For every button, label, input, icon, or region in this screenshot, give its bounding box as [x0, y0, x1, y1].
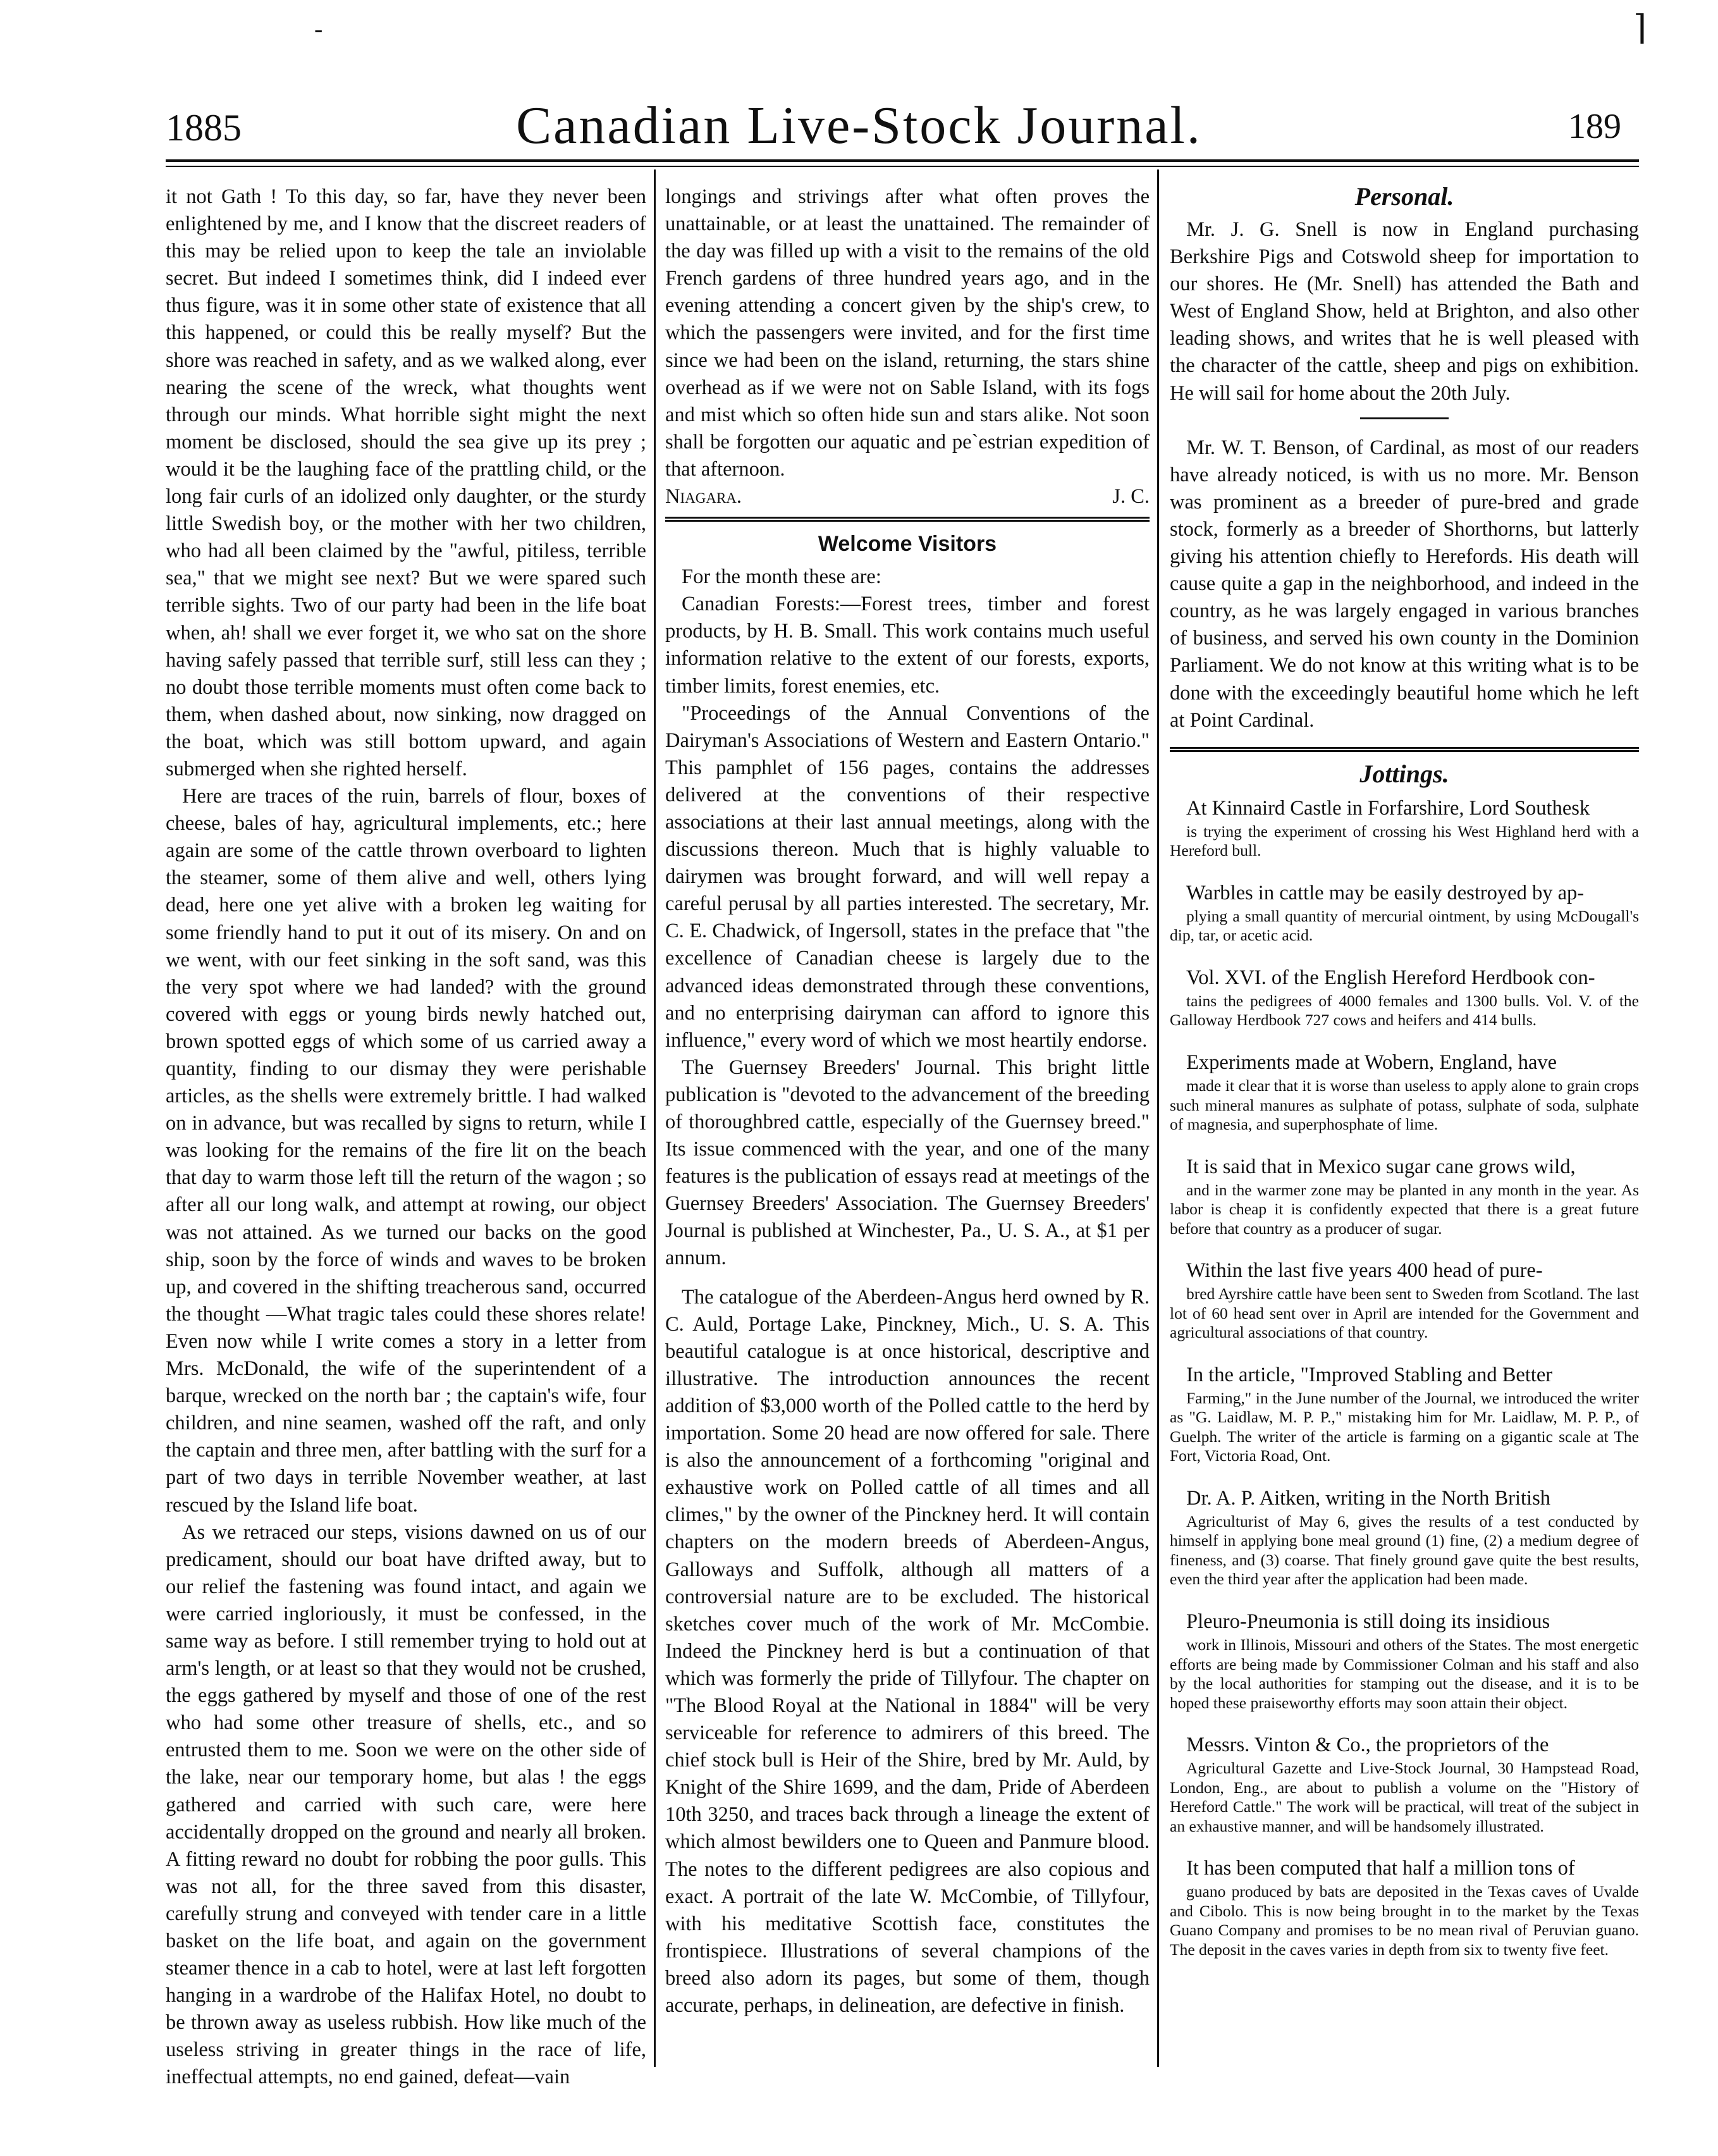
jotting-text: bred Ayrshire cattle have been sent to Sweden from Scotland. The last lot of 60 head sent over in April are intended for the Government and agricultural associations of that country.: [1170, 1284, 1639, 1342]
jotting-item: [1170, 964, 1639, 1030]
jotting-lead: In the article, "Improved Stabling and Better: [1186, 1363, 1553, 1386]
header-year: 1885: [166, 107, 242, 149]
jotting-item: [1170, 1154, 1639, 1239]
jotting-text: work in Illinois, Missouri and others of the States. The most energetic efforts are being made by Commissioner Colman and his staff and also by the local authorities for stamping out the disease, and it is to be hoped these praiseworthy efforts may soon attain their object.: [1170, 1635, 1639, 1712]
welcome-paragraph: Canadian Forests:—Forest trees, timber and forest products, by H. B. Small. This work contains much useful information relative to the extent of our forests, exports, timber limits, forest enemies, etc.: [665, 593, 1150, 698]
jotting-text: plying a small quantity of mercurial ointment, by using McDougall's dip, tar, or acetic acid.: [1170, 906, 1639, 945]
signature-initials: J. C.: [1112, 485, 1150, 508]
jotting-lead: At Kinnaird Castle in Forfarshire, Lord Southesk: [1186, 796, 1590, 820]
column-1: [166, 183, 646, 2091]
jotting-item: [1170, 795, 1639, 861]
header-rule-thin: [166, 166, 1639, 167]
welcome-visitors-heading: Welcome Visitors: [818, 532, 997, 557]
jotting-text: guano produced by bats are deposited in the Texas caves of Uvalde and Cibolo. This is now being brought in to the market by the Texas Guano Company and promises to be no mean rival of Peruvian guano. The deposit in the caves varies in depth from six to twenty five feet.: [1170, 1882, 1639, 1959]
column-divider: [654, 169, 656, 2067]
section-rule-thin: [665, 520, 1150, 522]
article-signature: [665, 483, 1150, 510]
signature-place: Niagara.: [665, 485, 742, 508]
jotting-text: and in the warmer zone may be planted in any month in the year. As labor is cheap it is confidently expected that there is a great future before that country as a producer of sugar.: [1170, 1180, 1639, 1238]
section-rule: [665, 517, 1150, 519]
welcome-paragraph: For the month these are:: [682, 565, 881, 589]
jotting-text: tains the pedigrees of 4000 females and 1300 bulls. Vol. V. of the Galloway Herdbook 727 cows and heifers and 414 bulls.: [1170, 991, 1639, 1030]
jottings-heading: Jottings.: [1359, 759, 1449, 788]
jotting-text: made it clear that it is worse than useless to apply alone to grain crops such mineral manures as sulphate of potass, sulphate of soda, sulphate of magnesia, and superphosphate of lime.: [1170, 1076, 1639, 1134]
page-number: 189: [1568, 107, 1621, 146]
article-paragraph: it not Gath ! To this day, so far, have they never been enlightened by me, and I know that the discreet readers of this may be relied upon to keep the tale an inviolable secret. But indeed I sometimes think, did I indeed ever thus figure, was it in some other state of existence that all this happened, or could this be really myself? But the shore was reached in safety, and as we walked along, ever nearing the scene of the wreck, what thoughts went through our minds. What horrible sight might the next moment be disclosed, should the sea give up its prey ; would it be the laughing face of the prattling child, or the long fair curls of an idolized only daughter, or the sturdy little Swedish boy, or the mother with her two children, who had all been claimed by the "awful, pitiless, terrible sea," that we might see next? But we were spared such terrible sights. Two of our party had been in the life boat when, ah! shall we ever forget it, we who sat on the shore having safely passed that terrible surf, still less can they ; no doubt those terrible moments must often come back to them, when dashed about, now sinking, now dragged on the boat, which was still bottom upward, and again submerged when she righted herself.: [166, 185, 646, 780]
jotting-item: [1170, 1855, 1639, 1959]
jotting-text: Agricultural Gazette and Live-Stock Journal, 30 Hampstead Road, London, Eng., are about to publish a volume on the "History of Hereford Cattle." The work will be practical, will treat of the subject in an exhaustive manner, and will be handsomely illustrated.: [1170, 1759, 1639, 1835]
personal-heading: Personal.: [1354, 182, 1454, 211]
jotting-item: [1170, 880, 1639, 946]
jotting-lead: Warbles in cattle may be easily destroyed by ap-: [1186, 881, 1585, 904]
jotting-lead: It has been computed that half a million tons of: [1186, 1857, 1575, 1880]
jotting-text: Agriculturist of May 6, gives the results of a test conducted by himself in applying bone meal ground (1) fine, (2) a medium degree of fineness, and (3) coarse. That finely ground gave quite the best results, even the third year after the application had been made.: [1170, 1512, 1639, 1589]
article-paragraph: Here are traces of the ruin, barrels of flour, boxes of cheese, bales of hay, agricultural implements, etc.; here again are some of the cattle thrown overboard to lighten the steamer, some of them alive and well, others lying dead, here one yet alive with a broken leg waiting for some friendly hand to put it out of its misery. On and on we went, with our feet sinking in the soft sand, was this the very spot where we had landed? with the ground covered with eggs or young birds newly hatched out, brown spotted eggs of which some of us carried away a quantity, finding to our dismay they were perishable articles, as the shells were extremely brittle. I had walked on in advance, but was recalled by signs to return, while I was looking for the remains of the fire lit on the beach that day to warm those left till the return of the wagon ; so after all our long walk, and attempt at rowing, our object was not attained. As we turned our backs on the good ship, soon by the force of winds and waves to be broken up, and covered in the shifting treacherous sand, occurred the thought —What tragic tales could these shores relate! Even now while I write comes a story in a letter from Mrs. McDonald, the wife of the superintendent of a barque, wrecked on the north bar ; the captain's wife, four children, and nine seamen, washed off the raft, and only the captain and three men, after battling with the surf for a part of two days in terrible November weather, at last rescued by the Island life boat.: [166, 785, 646, 1517]
jotting-lead: Experiments made at Wobern, England, have: [1186, 1050, 1557, 1074]
personal-paragraph: Mr. W. T. Benson, of Cardinal, as most of our readers have already noticed, is with us no more. Mr. Benson was prominent as a breeder of pure-bred and grade stock, formerly as a breeder of Shorthorns, but latterly giving his attention chiefly to Herefords. His death will cause quite a gap in the neighborhood, and indeed in the country, as he was largely engaged in various branches of business, and served his own county in the Dominion Parliament. We do not know at this writing what is to be done with the exceedingly beautiful home which he left at Point Cardinal.: [1170, 436, 1639, 732]
section-rule: [1170, 747, 1639, 749]
jotting-lead: It is said that in Mexico sugar cane grows wild,: [1186, 1155, 1576, 1178]
masthead-title: Canadian Live-Stock Journal.: [516, 96, 1202, 155]
top-mark: -: [314, 15, 323, 43]
jotting-item: [1170, 1257, 1639, 1343]
article-paragraph: longings and strivings after what often proves the unattainable, or at least the unattained. The remainder of the day was filled up with a visit to the remains of the old French gardens of three hundred years ago, and in the evening attending a concert given by the ship's crew, to which the passengers were invited, and for the first time since we had been on the island, returning, the stars shine overhead as if we were not on Sable Island, with its fogs and mist which so often hide sun and stars alike. Not soon shall be forgotten our aquatic and pe`estrian expedition of that afternoon.: [665, 185, 1150, 481]
header-rule: [166, 159, 1639, 162]
corner-mark: ⌉: [1633, 9, 1647, 47]
welcome-paragraph: "Proceedings of the Annual Conventions of the Dairyman's Associations of Western and Eastern Ontario." This pamphlet of 156 pages, contains the addresses delivered at the conventions of their respective associations at their last annual meetings, along with the discussions thereon. Much that is highly valuable to dairymen was brought forward, and will well repay a careful perusal by all parties interested. The secretary, Mr. C. E. Chadwick, of Ingersoll, states in the preface that "the excellence of Canadian cheese is largely due to the advanced ideas demonstrated through these conventions, and no enterprising dairyman can afford to ignore this influence," every word of which we most heartily endorse.: [665, 701, 1150, 1052]
jotting-item: [1170, 1485, 1639, 1589]
jotting-item: [1170, 1049, 1639, 1135]
jotting-lead: Within the last five years 400 head of pure-: [1186, 1259, 1543, 1283]
welcome-paragraph: The Guernsey Breeders' Journal. This bright little publication is "devoted to the advancement of the breeding of thoroughbred cattle, especially of the Guernsey breed." Its issue commenced with the year, and one of the many features is the publication of essays read at meetings of the Guernsey Breeders' Association. The Guernsey Breeders' Journal is published at Winchester, Pa., U. S. A., at $1 per annum.: [665, 1056, 1150, 1270]
jotting-item: [1170, 1608, 1639, 1713]
section-rule-thin: [1170, 750, 1639, 752]
column-divider: [1157, 169, 1159, 2067]
jotting-item: [1170, 1362, 1639, 1466]
article-paragraph: As we retraced our steps, visions dawned on us of our predicament, should our boat have drifted away, but to our relief the fastening was found intact, and again we were carried ingloriously, it must be confessed, in the same way as before. I still remember trying to hold out at arm's length, or at least so that they would not be crushed, the eggs gathered by myself and those of one of the rest who had some other treasure of shells, etc., and so entrusted them to me. Soon we were on the other side of the lake, near our temporary home, but alas ! the eggs gathered and carried with such care, were here accidentally dropped on the ground and nearly all broken. A fitting reward no doubt for robbing the poor gulls. This was not all, for the three saved from this disaster, carefully strung and conveyed with tender care in a little basket on the life boat, and again on the government steamer thence in a cab to hotel, were at last left forgotten hanging in a wardrobe of the Halifax Hotel, no doubt to be thrown away as useless rubbish. How like much of the useless striving in greater things in the race of life, ineffectual attempts, no end gained, defeat—vain: [166, 1520, 646, 2089]
column-2: [665, 183, 1150, 2019]
jotting-lead: Vol. XVI. of the English Hereford Herdbook con-: [1186, 966, 1595, 989]
jotting-text: is trying the experiment of crossing his West Highland herd with a Hereford bull.: [1170, 822, 1639, 860]
jotting-lead: Dr. A. P. Aitken, writing in the North British: [1186, 1486, 1550, 1510]
column-3: [1170, 178, 1639, 1959]
short-separator: [1360, 417, 1449, 419]
jotting-lead: Messrs. Vinton & Co., the proprietors of the: [1186, 1734, 1549, 1757]
welcome-paragraph: The catalogue of the Aberdeen-Angus herd owned by R. C. Auld, Portage Lake, Pinckney, Mich., U. S. A. This beautiful catalogue is at once historical, descriptive and illustrative. The introduction announces the recent addition of $3,000 worth of the Polled cattle to the herd by importation. Some 20 head are now offered for sale. There is also the announcement of a forthcoming "original and exhaustive work on Polled cattle of all times and all climes," by the owner of the Pinckney herd. It will contain chapters on the modern breeds of Aberdeen-Angus, Galloways and Suffolk, although all matters of a controversial nature are to be excluded. The historical sketches cover much of the work of Mr. McCombie. Indeed the Pinckney herd is but a continuation of that which was formerly the pride of Tillyfour. The chapter on "The Blood Royal at the National in 1884" will be very serviceable for reference to admirers of this breed. The chief stock bull is Heir of the Shire, bred by Mr. Auld, by Knight of the Shire 1699, and the dam, Pride of Aberdeen 10th 3250, and traces back through a lineage the extent of which almost bewilders one to Queen and Panmure blood. The notes to the different pedigrees are also copious and exact. A portrait of the late W. McCombie, of Tillyfour, with his meditative Scottish face, constitutes the frontispiece. Illustrations of several champions of the breed also adorn its pages, but some of them, though accurate, perhaps, in delineation, are defective in finish.: [665, 1285, 1150, 2017]
jotting-text: Farming," in the June number of the Journal, we introduced the writer as "G. Laidlaw, M. P. P.," mistaking him for Mr. Laidlaw, M. P. P., of Guelph. The writer of the article is farming on a gigantic scale at The Fort, Victoria Road, Ont.: [1170, 1388, 1639, 1465]
jotting-item: [1170, 1732, 1639, 1836]
jotting-lead: Pleuro-Pneumonia is still doing its insidious: [1186, 1610, 1550, 1633]
personal-paragraph: Mr. J. G. Snell is now in England purchasing Berkshire Pigs and Cotswold sheep for importation to our shores. He (Mr. Snell) has attended the Bath and West of England Show, held at Brighton, and also other leading shows, and writes that he is well pleased with the character of the cattle, sheep and pigs on exhibition. He will sail for home about the 20th July.: [1170, 218, 1639, 405]
